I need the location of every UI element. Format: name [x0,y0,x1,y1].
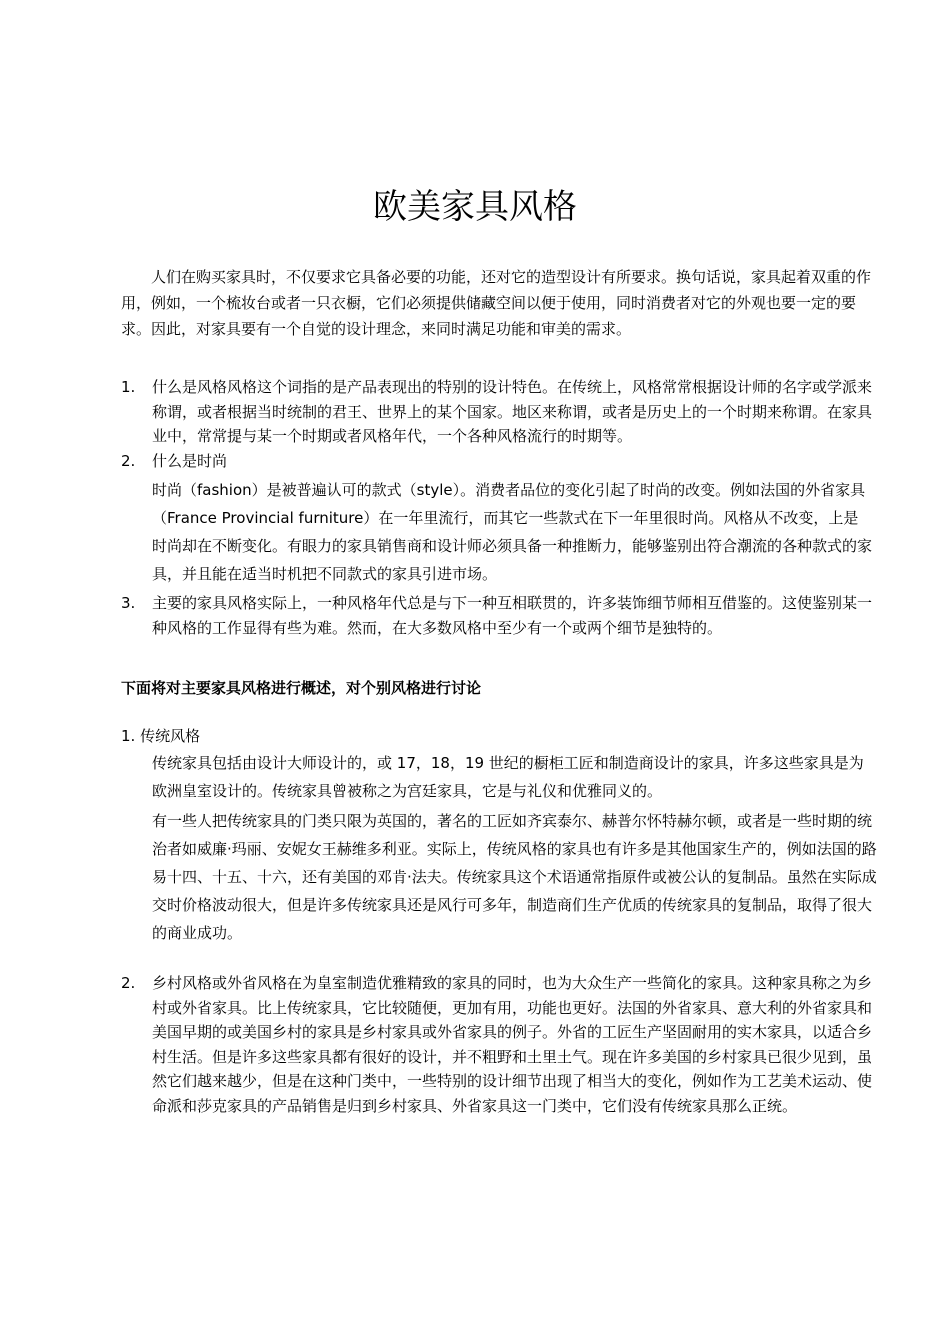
list-item [121,375,873,449]
list-item-text: 什么是风格风格这个词指的是产品表现出的特别的设计特色。在传统上，风格常常根据设计师的名字或学派来称谓，或者根据当时统制的君王、世界上的某个国家。地区来称谓，或者是历史上的一个时期来称谓。在家具业中，常常提与某一个时期或者风格年代，一个各种风格流行的时期等。 [152,378,873,445]
list-item [121,449,873,474]
section-heading: 下面将对主要家具风格进行概述，对个别风格进行讨论 [121,679,482,697]
list-item [121,591,873,640]
fashion-paragraph: 时尚（fashion）是被普遍认可的款式（style）。消费者品位的变化引起了时尚的改变。例如法国的外省家具（France Provincial furniture）在一年里流行，而其它一些款式在下一年里很时尚。风格从不改变，上是时尚却在不断变化。有眼力的家具销售商和设计师必须具备一种推断力，能够鉴别出符合潮流的各种款式的家具，并且能在适当时机把不同款式的家具引进市场。 [152,481,873,583]
list-item-number: 2. [121,452,136,470]
section-2 [121,971,873,1118]
list-item-number: 1. [121,378,136,396]
section-1-title: 1. 传统风格 [121,727,201,745]
intro-paragraph: 人们在购买家具时，不仅要求它具备必要的功能，还对它的造型设计有所要求。换句话说，家具起着双重的作用，例如，一个梳妆台或者一只衣橱，它们必须提供储藏空间以便于使用，同时消费者对它的外观也要一定的要求。因此，对家具要有一个自觉的设计理念，来同时满足功能和审美的需求。 [121,268,872,338]
section-2-number: 2. [121,974,136,992]
section-1-paragraph-2: 有一些人把传统家具的门类只限为英国的，著名的工匠如齐宾泰尔、赫普尔怀特赫尔顿，或者是一些时期的统治者如威廉·玛丽、安妮女王赫维多利亚。实际上，传统风格的家具也有许多是其他国家生产的，例如法国的路易十四、十五、十六，还有美国的邓肯·法夫。传统家具这个术语通常指原件或被公认的复制品。虽然在实际成交时价格波动很大，但是许多传统家具还是风行可多年，制造商们生产优质的传统家具的复制品，取得了很大的商业成功。 [152,812,877,942]
section-2-text: 乡村风格或外省风格在为皇室制造优雅精致的家具的同时，也为大众生产一些简化的家具。这种家具称之为乡村或外省家具。比上传统家具，它比较随便，更加有用，功能也更好。法国的外省家具、意大利的外省家具和美国早期的或美国乡村的家具是乡村家具或外省家具的例子。外省的工匠生产坚固耐用的实木家具，以适合乡村生活。但是许多这些家具都有很好的设计，并不粗野和土里土气。现在许多美国的乡村家具已很少见到，虽然它们越来越少，但是在这种门类中，一些特别的设计细节出现了相当大的变化，例如作为工艺美术运动、使命派和莎克家具的产品销售是归到乡村家具、外省家具这一门类中，它们没有传统家具那么正统。 [152,974,873,1115]
list-item-text: 什么是时尚 [152,452,228,470]
list-item-text: 主要的家具风格实际上，一种风格年代总是与下一种互相联贯的，许多装饰细节师相互借鉴的。这使鉴别某一种风格的工作显得有些为难。然而，在大多数风格中至少有一个或两个细节是独特的。 [152,594,873,637]
list-item-number: 3. [121,594,136,612]
section-1-paragraph-1: 传统家具包括由设计大师设计的，或 17，18，19 世纪的橱柜工匠和制造商设计的家具，许多这些家具是为欧洲皇室设计的。传统家具曾被称之为宫廷家具，它是与礼仪和优雅同义的。 [152,754,864,800]
document-title: 欧美家具风格 [373,186,577,227]
